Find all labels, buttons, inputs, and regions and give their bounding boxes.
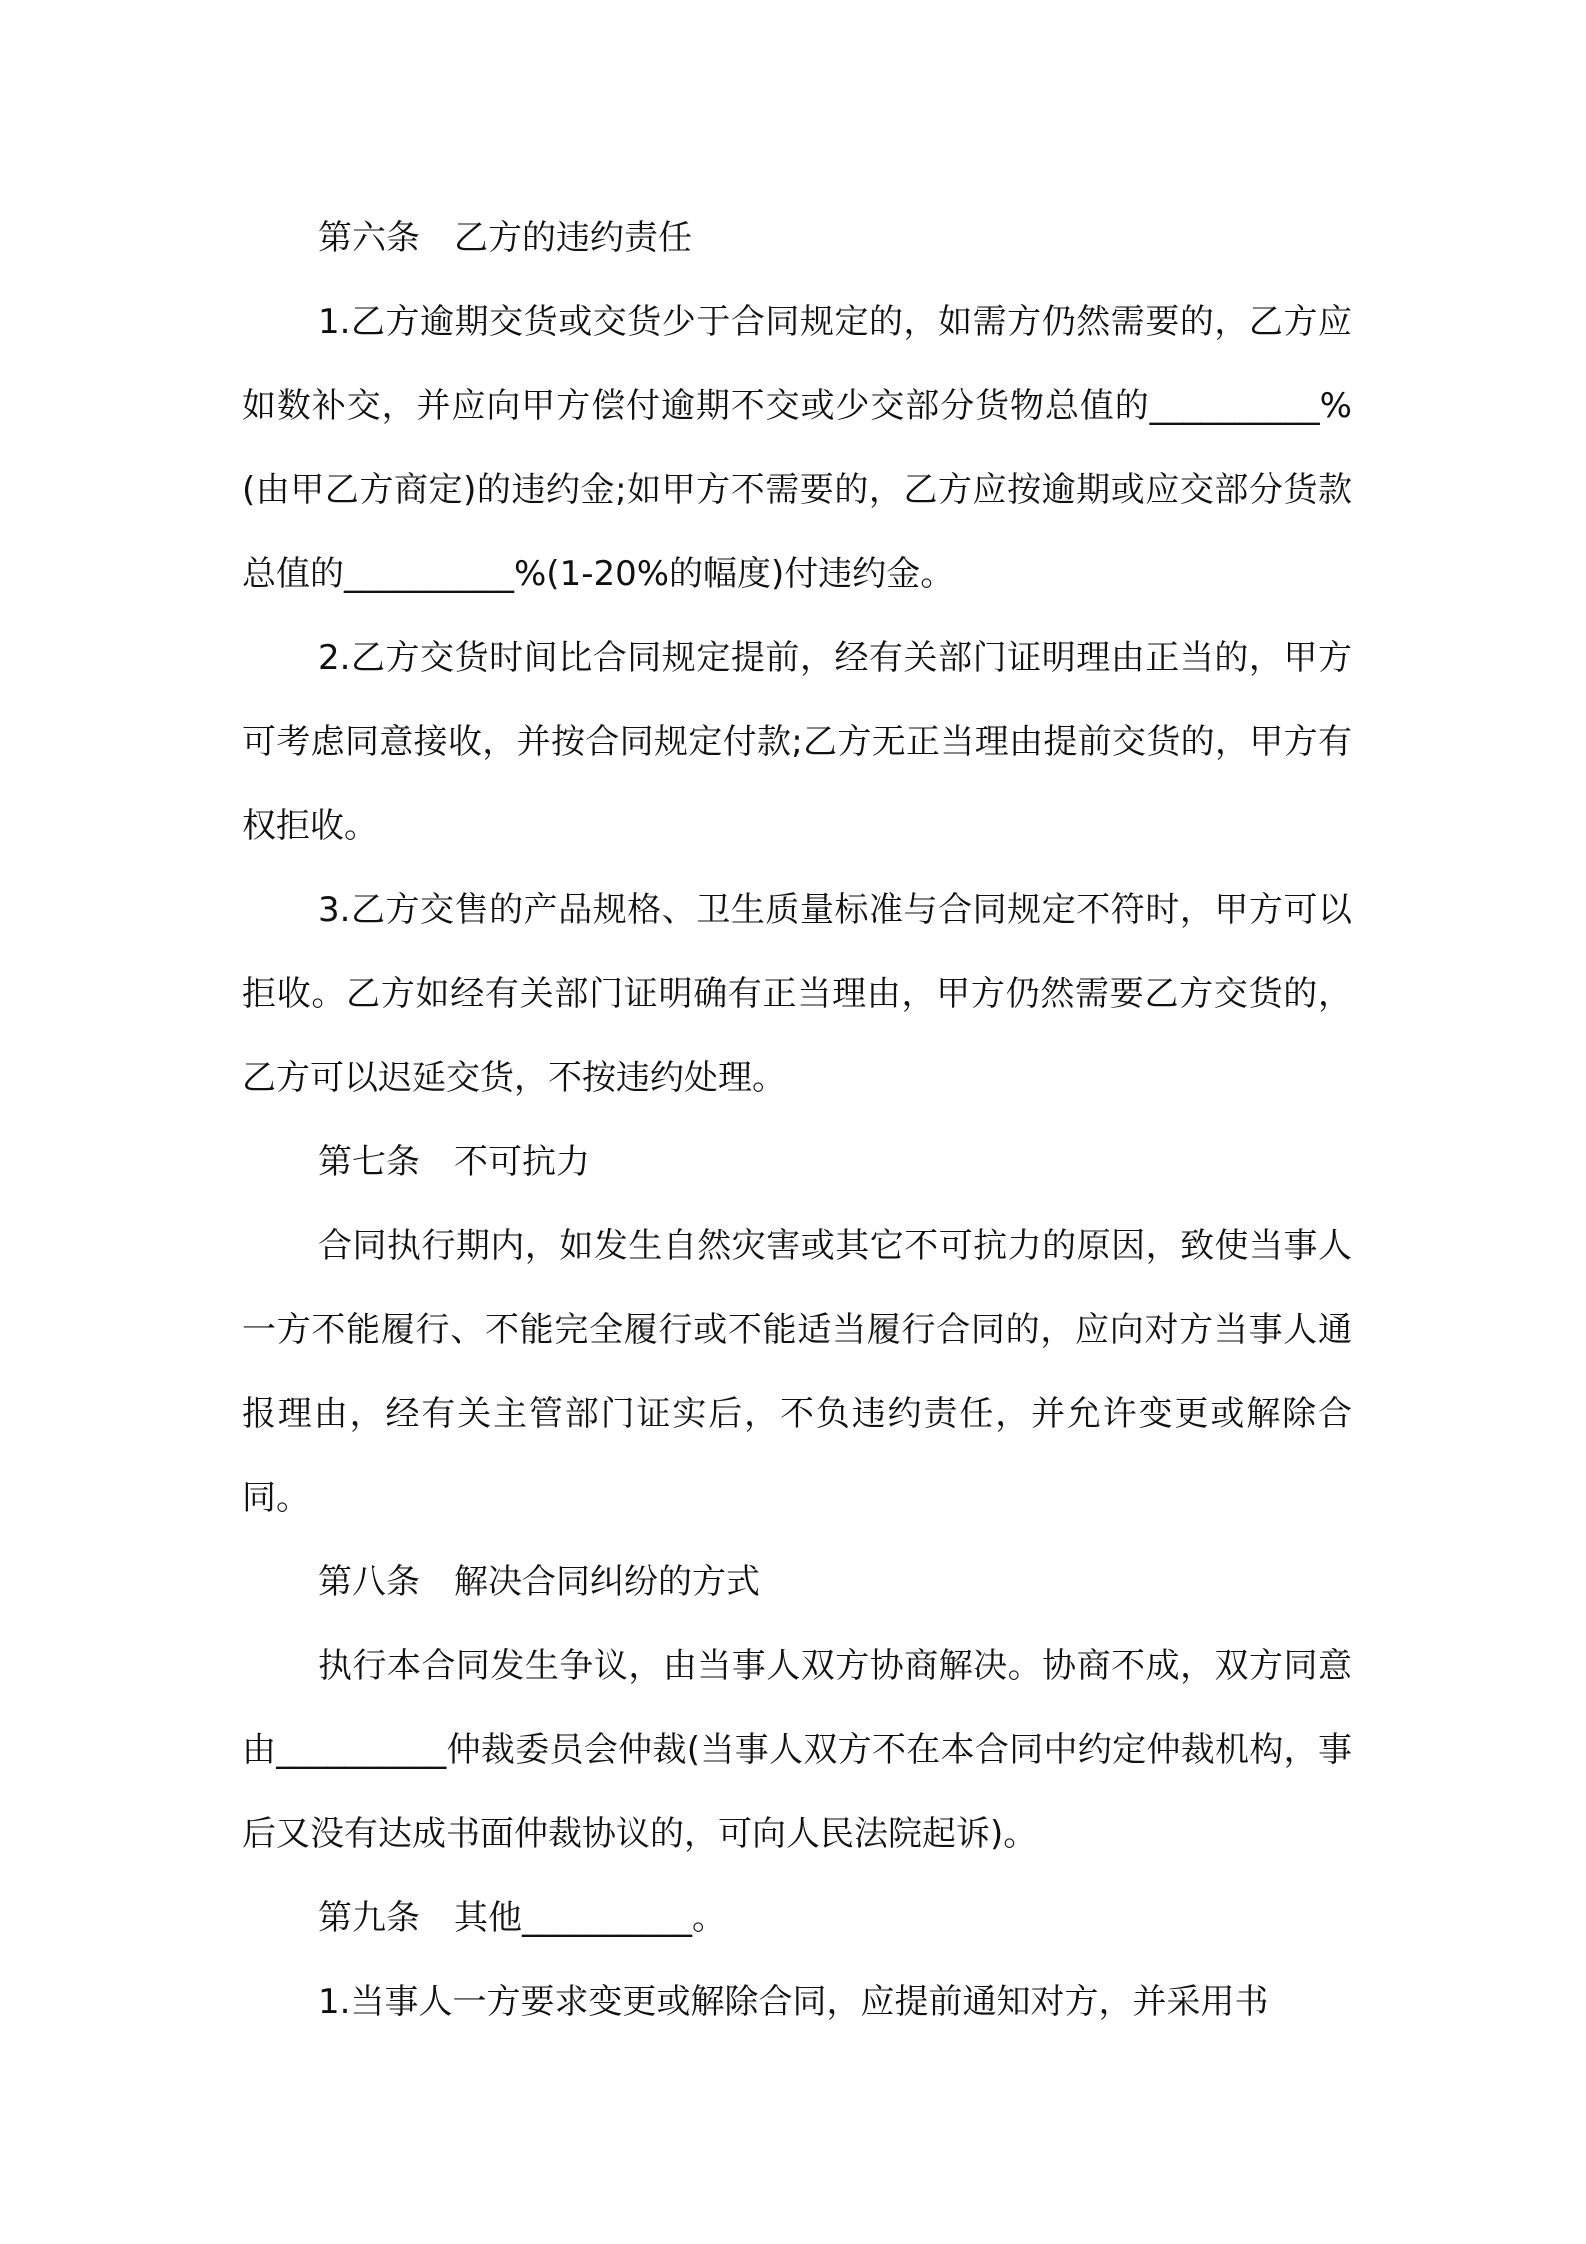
document-body	[242, 196, 1352, 2044]
article-6-heading: 第六条 乙方的违约责任	[318, 218, 692, 258]
article-6-clause-1: 1.乙方逾期交货或交货少于合同规定的，如需方仍然需要的，乙方应如数补交，并应向甲方偿付逾期不交或少交部分货物总值的__________%(由甲乙方商定)的违约金;如甲方不需要的，乙方应按逾期或应交部分货款总值的__________%(1-20%的幅度)付违约金。	[242, 302, 1352, 594]
article-8-heading: 第八条 解决合同纠纷的方式	[318, 1562, 760, 1602]
article-6-clause-3: 3.乙方交售的产品规格、卫生质量标准与合同规定不符时，甲方可以拒收。乙方如经有关部门证明确有正当理由，甲方仍然需要乙方交货的，乙方可以迟延交货，不按违约处理。	[242, 890, 1352, 1098]
article-7-body: 合同执行期内，如发生自然灾害或其它不可抗力的原因，致使当事人一方不能履行、不能完全履行或不能适当履行合同的，应向对方当事人通报理由，经有关主管部门证实后，不负违约责任，并允许变更或解除合同。	[242, 1226, 1352, 1518]
article-9-heading: 第九条 其他__________。	[318, 1898, 726, 1938]
article-6-clause-2: 2.乙方交货时间比合同规定提前，经有关部门证明理由正当的，甲方可考虑同意接收，并按合同规定付款;乙方无正当理由提前交货的，甲方有权拒收。	[242, 638, 1352, 846]
article-9-clause-1: 1.当事人一方要求变更或解除合同，应提前通知对方，并采用书	[318, 1982, 1269, 2022]
article-7-heading: 第七条 不可抗力	[318, 1142, 590, 1182]
article-8-body: 执行本合同发生争议，由当事人双方协商解决。协商不成，双方同意由__________仲裁委员会仲裁(当事人双方不在本合同中约定仲裁机构，事后又没有达成书面仲裁协议的，可向人民法院起诉)。	[242, 1646, 1352, 1854]
